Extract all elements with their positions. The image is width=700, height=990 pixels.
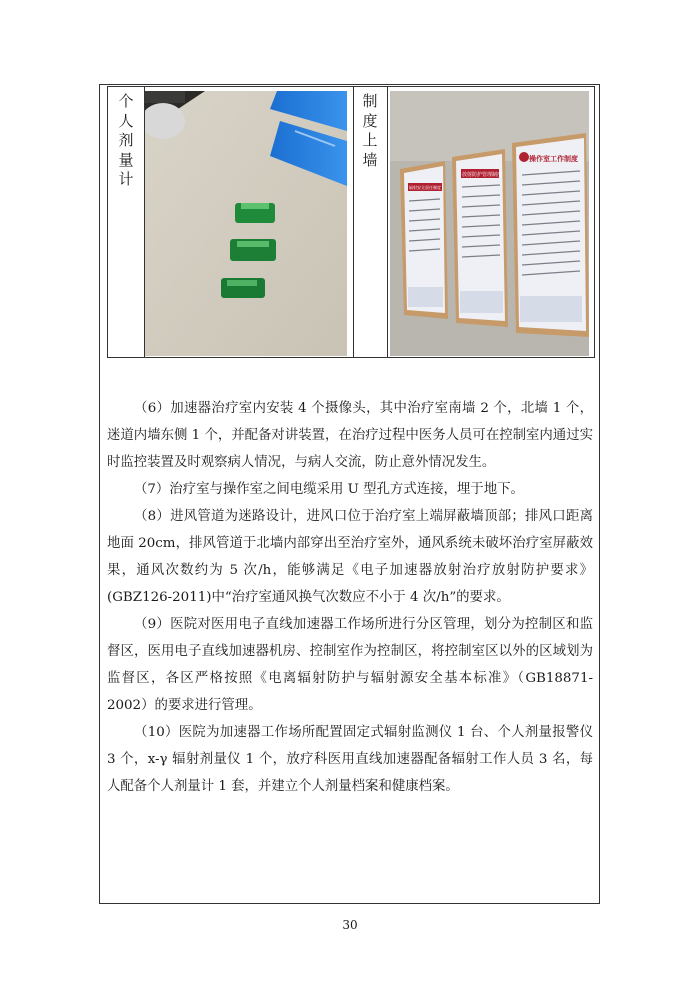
body-text: [107, 395, 593, 800]
panel-2-title: 放射防护管理制度: [462, 172, 503, 178]
label-personal-dosimeter: [108, 92, 144, 190]
wall-rules-photo-graphic: [390, 91, 589, 356]
photo-personal-dosimeters: [145, 91, 347, 356]
label-text: 制度上墙: [362, 92, 378, 169]
label-text: 个人剂量计: [118, 92, 134, 188]
paragraph-8: （8）进风管道为迷路设计，进风口位于治疗室上端屏蔽墙顶部；排风口距离地面 20cm，排风管道于北墙内部穿出至治疗室外，通风系统未破坏治疗室屏蔽效果，通风次数约为 5 次/h，能够满足《电子加速器放射治疗放射防护要求》(GBZ126-2011)中“治疗室通风换气次数应不小于 4 次/h”的要求。: [107, 509, 593, 605]
panel-3-title: 操作室工作制度: [529, 155, 578, 163]
page-number: 30: [342, 918, 358, 932]
panel-1-title: 辐射安全责任制度: [409, 185, 441, 190]
paragraph-9: （9）医院对医用电子直线加速器工作场所进行分区管理，划分为控制区和监督区，医用电子直线加速器机房、控制室作为控制区，将控制室区以外的区域划为监督区，各区严格按照《电离辐射防护与辐射源安全基本标准》（GB18871-2002）的要求进行管理。: [107, 617, 593, 713]
paragraph-7: （7）治疗室与操作室之间电缆采用 U 型孔方式连接，埋于地下。: [134, 482, 524, 497]
paragraph-6: （6）加速器治疗室内安装 4 个摄像头，其中治疗室南墙 2 个，北墙 1 个，迷道内墙东侧 1 个，并配备对讲装置，在治疗过程中医务人员可在控制室内通过实时监控装置及时观察病人情况，与病人交流，防止意外情况发生。: [107, 401, 593, 470]
paragraph-10: （10）医院为加速器工作场所配置固定式辐射监测仪 1 台、个人剂量报警仪 3 个，x-γ 辐射剂量仪 1 个，放疗科医用直线加速器配备辐射工作人员 3 名，每人配备个人剂量计 1 套，并建立个人剂量档案和健康档案。: [107, 725, 593, 794]
label-rules-on-wall: [352, 92, 388, 170]
photo-rules-on-wall: [390, 91, 589, 356]
dosimeter-photo-graphic: [145, 91, 347, 356]
